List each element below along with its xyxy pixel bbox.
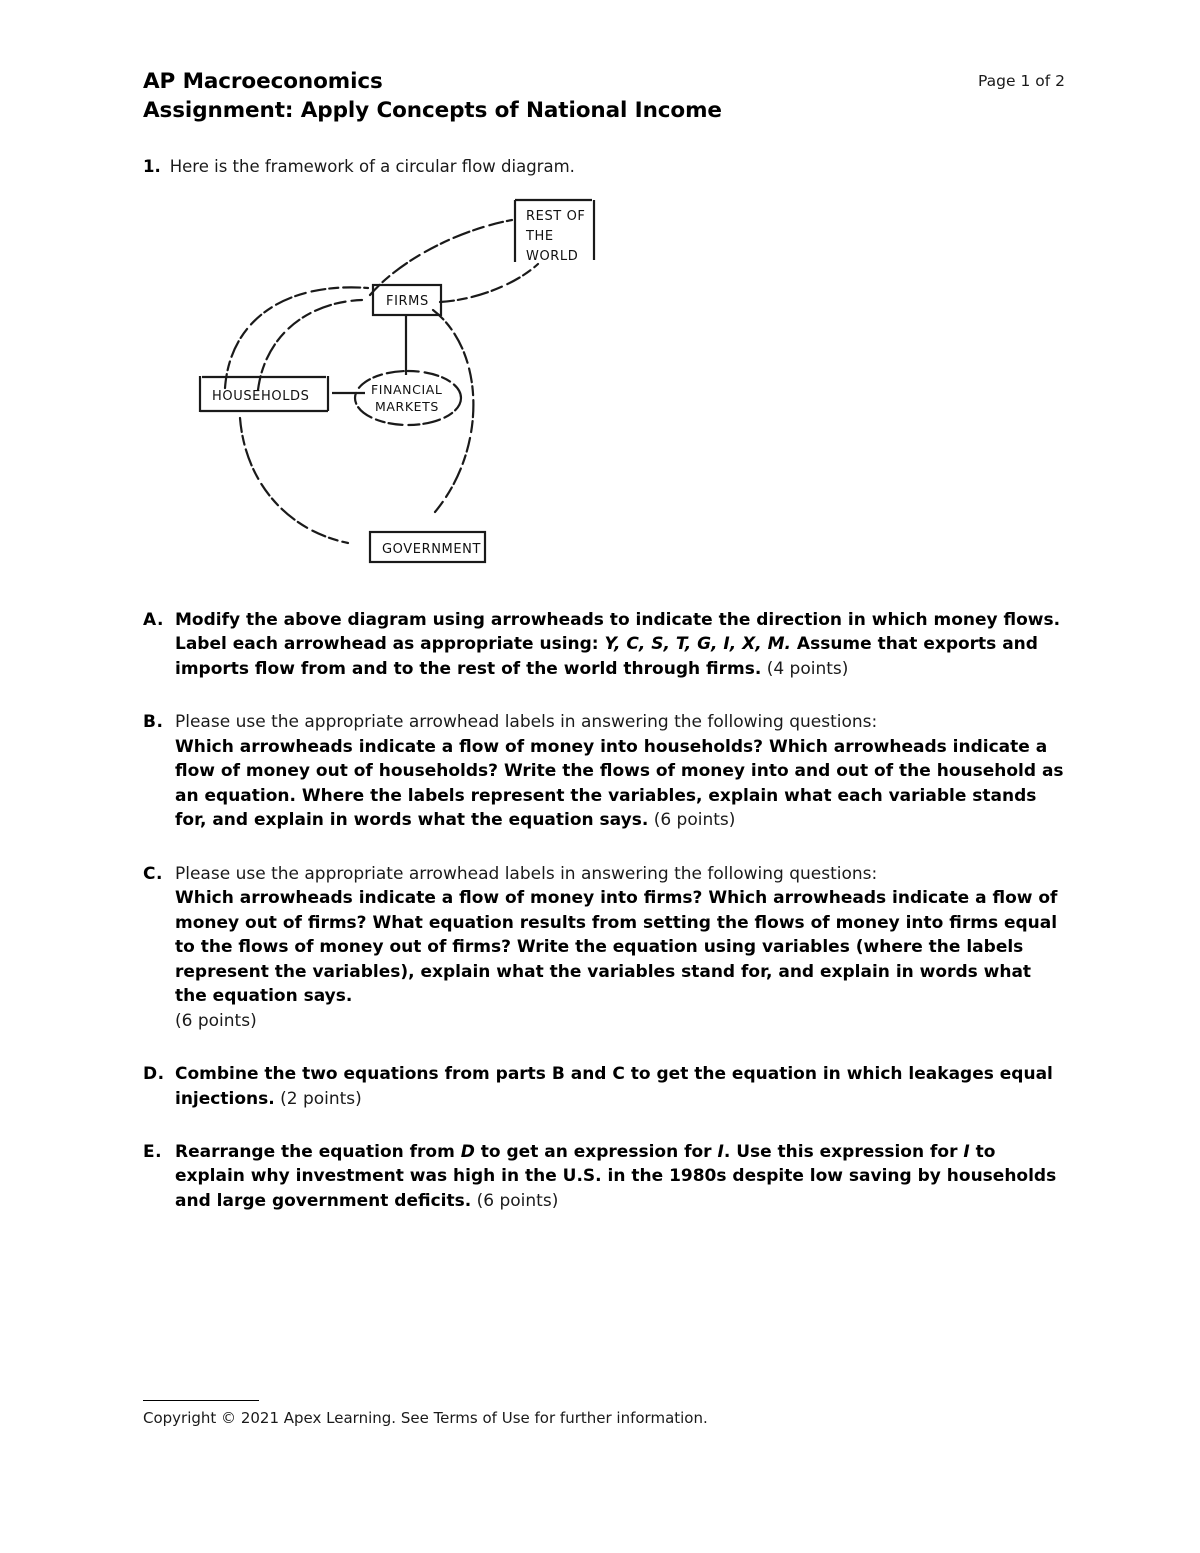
- part-e-seg-1: D: [460, 1141, 475, 1162]
- part-c-points: (6 points): [175, 1010, 257, 1031]
- page-title: [143, 68, 722, 126]
- arc-rest-of-world-to-firms-lower: [440, 264, 538, 302]
- arc-households-to-government: [240, 418, 348, 543]
- households-label: HOUSEHOLDS: [212, 389, 310, 404]
- part-e-seg-4: . Use this expression for: [723, 1141, 964, 1162]
- copyright-notice: Copyright © 2021 Apex Learning. See Terms of Use for further information.: [143, 1409, 708, 1427]
- firms-label: FIRMS: [386, 294, 429, 309]
- part-c-text: Which arrowheads indicate a flow of money into firms? Which arrowheads indicate a flow of money out of firms? What equation results from setting the flows of money into firms equal to the flows of money out of firms? Write the equation using variables (where the labels represent the variables), explain what the variables stand for, and explain in words what the equation says.: [175, 888, 1058, 1007]
- part-b-text: Which arrowheads indicate a flow of money into households? Which arrowheads indicate a flow of money out of households? Write the flows of money into and out of the household as an equation. Where the labels represent the variables, explain what each variable stands for, and explain in words what the equation says.: [175, 736, 1064, 831]
- financial-markets-label-line2: MARKETS: [375, 399, 439, 414]
- diagram-canvas: [190, 190, 620, 575]
- assignment-title: Assignment: Apply Concepts of National Income: [143, 97, 722, 123]
- part-a-text-pre: Modify the above diagram using arrowheads to indicate the direction in which money flows. Label each arrowhead as appropriate using:: [175, 610, 1061, 655]
- part-d-text: Combine the two equations from parts B and C to get the equation in which leakages equal injections.: [175, 1064, 1053, 1109]
- arc-firms-to-government: [433, 310, 473, 512]
- question-number: 1.: [143, 157, 161, 176]
- arc-households-to-firms-outer: [225, 287, 368, 388]
- part-d-points: (2 points): [280, 1088, 362, 1109]
- question-stem: Here is the framework of a circular flow diagram.: [169, 157, 575, 176]
- rest-of-world-label-line2: THE: [526, 229, 554, 244]
- part-b-letter: B.: [143, 712, 164, 733]
- part-d: [143, 1062, 1068, 1111]
- header-row: [143, 68, 1065, 126]
- part-c-letter: C.: [143, 863, 163, 884]
- part-b-points: (6 points): [653, 810, 736, 831]
- part-e-seg-2: to get an expression for: [474, 1141, 718, 1162]
- government-label: GOVERNMENT: [382, 542, 482, 557]
- part-e-seg-0: Rearrange the equation from: [175, 1141, 461, 1162]
- part-a-text-post: Assume that exports and imports flow from and to the rest of the world through firms.: [175, 634, 1038, 679]
- part-e: [143, 1140, 1068, 1213]
- page-header: [143, 68, 1065, 126]
- page-number-label: Page 1 of 2: [978, 72, 1065, 90]
- part-e-seg-6: to explain why investment was high in the U.S. in the 1980s despite low saving by households and large government deficits.: [175, 1141, 1057, 1211]
- part-a-variables: Y, C, S, T, G, I, X, M.: [604, 634, 791, 655]
- footer-divider: [143, 1400, 259, 1401]
- part-b: [143, 710, 1068, 832]
- part-c-intro: Please use the appropriate arrowhead labels in answering the following questions:: [175, 863, 878, 884]
- part-e-body: [175, 1140, 1068, 1213]
- financial-markets-ellipse: [355, 371, 461, 425]
- course-title: AP Macroeconomics: [143, 69, 383, 94]
- node-government: [370, 532, 485, 562]
- part-e-seg-5: I: [963, 1141, 970, 1162]
- part-b-body: [175, 710, 1068, 832]
- node-firms: [373, 285, 441, 315]
- part-a-letter: A.: [143, 610, 164, 630]
- page-footer: [143, 1400, 1065, 1428]
- part-a-body: [175, 608, 1068, 681]
- node-rest-of-the-world: [515, 200, 594, 264]
- rest-of-world-label-line3: WORLD: [526, 249, 579, 264]
- node-households: [200, 376, 328, 412]
- part-e-points: (6 points): [476, 1190, 559, 1211]
- arc-firms-to-rest-of-world-upper: [370, 220, 512, 295]
- part-a: [143, 608, 1068, 681]
- financial-markets-label-line1: FINANCIAL: [371, 382, 443, 397]
- part-d-body: [175, 1062, 1068, 1111]
- rest-of-world-label-line1: REST OF: [526, 209, 586, 224]
- parts-list: [143, 608, 1068, 1242]
- question-1: [143, 155, 1065, 178]
- part-a-points: (4 points): [766, 658, 849, 679]
- part-c-body: [175, 862, 1068, 1033]
- part-c: [143, 862, 1068, 1033]
- node-financial-markets: [355, 371, 461, 425]
- part-d-letter: D.: [143, 1064, 165, 1085]
- part-b-intro: Please use the appropriate arrowhead labels in answering the following questions:: [175, 712, 878, 733]
- circular-flow-diagram: [190, 190, 620, 575]
- part-e-letter: E.: [143, 1141, 163, 1162]
- part-e-seg-3: I: [717, 1141, 724, 1162]
